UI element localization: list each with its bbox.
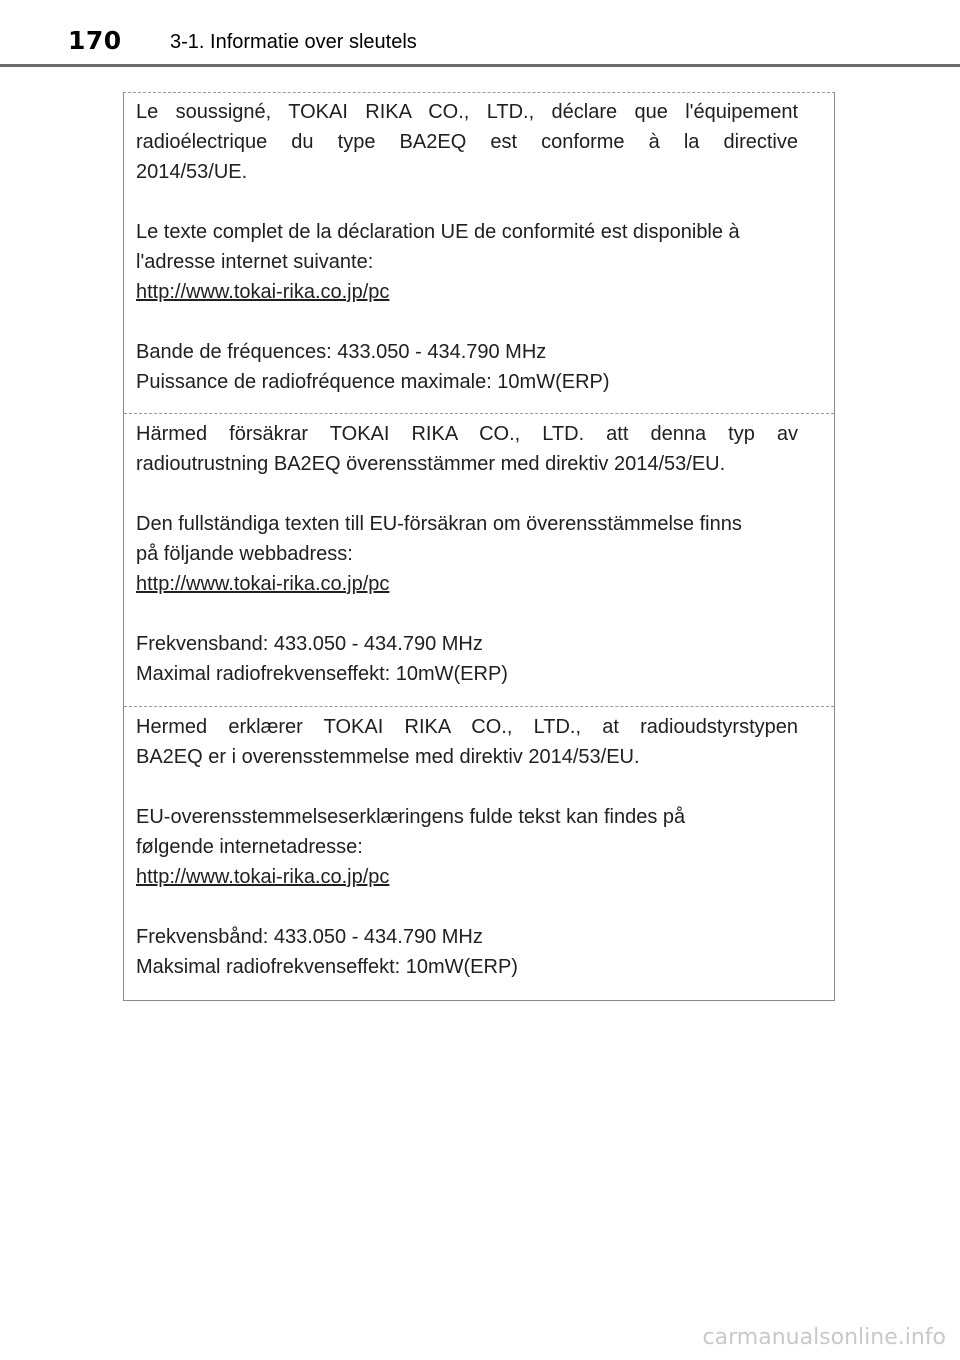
swedish-declaration-line: Härmed försäkrar TOKAI RIKA CO., LTD. att denna typ av <box>136 423 798 445</box>
french-declaration-line: Le soussigné, TOKAI RIKA CO., LTD., déclare que l'équipement <box>136 101 798 123</box>
swedish-declaration-line: radioutrustning BA2EQ överensstämmer med direktiv 2014/53/EU. <box>136 453 726 475</box>
swedish-text-line: Den fullständiga texten till EU-försäkran om överensstämmelse finns <box>136 513 742 535</box>
french-max-power: Puissance de radiofréquence maximale: 10mW(ERP) <box>136 371 610 393</box>
danish-frequency-band: Frekvensbånd: 433.050 - 434.790 MHz <box>136 926 483 948</box>
danish-text-line: EU-overensstemmelseserklæringens fulde tekst kan findes på <box>136 806 686 828</box>
swedish-max-power: Maximal radiofrekvenseffekt: 10mW(ERP) <box>136 663 508 685</box>
danish-max-power: Maksimal radiofrekvenseffekt: 10mW(ERP) <box>136 956 518 978</box>
danish-declaration-line: Hermed erklærer TOKAI RIKA CO., LTD., at radioudstyrstypen <box>136 716 798 738</box>
french-text-line: Le texte complet de la déclaration UE de conformité est disponible à <box>136 221 740 243</box>
french-declaration-line: 2014/53/UE. <box>136 161 248 183</box>
danish-declaration-url-link[interactable]: http://www.tokai-rika.co.jp/pc <box>136 866 390 888</box>
header-divider <box>0 64 960 67</box>
declaration-box <box>123 92 835 1001</box>
french-frequency-band: Bande de fréquences: 433.050 - 434.790 MHz <box>136 341 547 363</box>
swedish-frequency-band: Frekvensband: 433.050 - 434.790 MHz <box>136 633 483 655</box>
section-title: 3-1. Informatie over sleutels <box>170 31 417 53</box>
swedish-declaration-url-link[interactable]: http://www.tokai-rika.co.jp/pc <box>136 573 390 595</box>
danish-declaration-line: BA2EQ er i overensstemmelse med direktiv 2014/53/EU. <box>136 746 640 768</box>
french-text-line: l'adresse internet suivante: <box>136 251 374 273</box>
declaration-french <box>124 93 834 413</box>
page-header <box>0 0 960 68</box>
site-watermark: carmanualsonline.info <box>702 1325 946 1350</box>
french-declaration-url-link[interactable]: http://www.tokai-rika.co.jp/pc <box>136 281 390 303</box>
declaration-swedish <box>124 413 834 706</box>
swedish-text-line: på följande webbadress: <box>136 543 353 565</box>
page-number: 170 <box>68 26 122 55</box>
french-declaration-line: radioélectrique du type BA2EQ est conforme à la directive <box>136 131 798 153</box>
declaration-danish <box>124 706 834 1000</box>
danish-text-line: følgende internetadresse: <box>136 836 363 858</box>
